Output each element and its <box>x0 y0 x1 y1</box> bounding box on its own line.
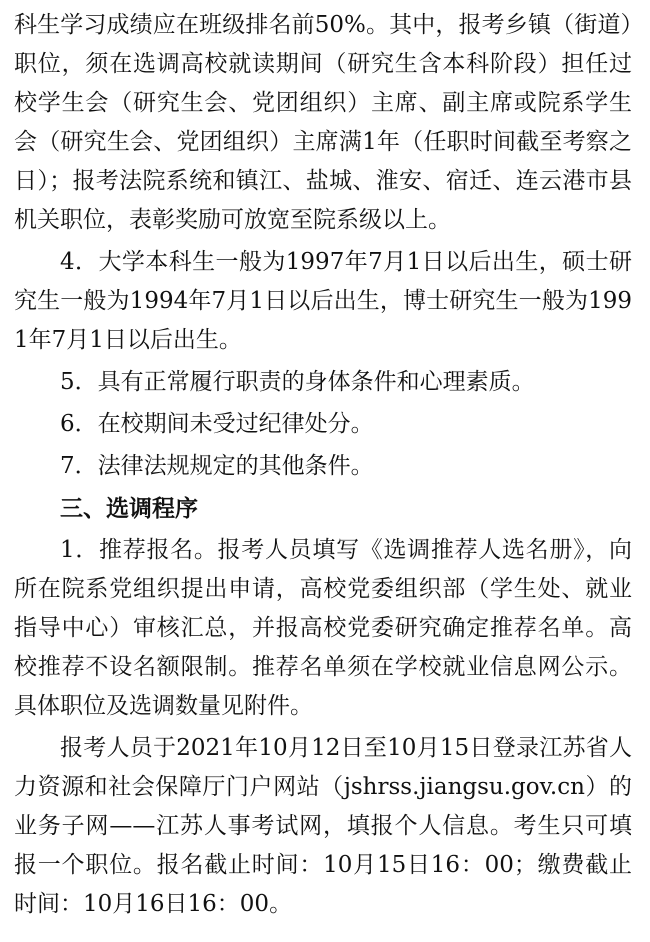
paragraph-item-6-discipline: 6．在校期间未受过纪律处分。 <box>60 411 374 437</box>
paragraph-registration: 报考人员于2021年10月12日至10月15日登录江苏省人力资源和社会保障厅门户网站（jshrss.jiangsu.gov.cn）的业务子网——江苏人事考试网，填报个人信息。考生只可填报一个职位。报名截止时间：10月15日16：00；缴费截止时间：10月16日16：00。 <box>14 735 632 917</box>
paragraph-eligibility-continued: 科生学习成绩应在班级排名前50%。其中，报考乡镇（街道）职位，须在选调高校就读期间（研究生含本科阶段）担任过校学生会（研究生会、党团组织）主席、副主席或院系学生会（研究生会、党团组织）主席满1年（任职时间截至考察之日）；报考法院系统和镇江、盐城、淮安、宿迁、连云港市县机关职位，表彰奖励可放宽至院系级以上。 <box>14 12 632 233</box>
paragraph-procedure-1: 1．推荐报名。报考人员填写《选调推荐人选名册》，向所在院系党组织提出申请，高校党委组织部（学生处、就业指导中心）审核汇总，并报高校党委研究确定推荐名单。高校推荐不设名额限制。推荐名单须在学校就业信息网公示。具体职位及选调数量见附件。 <box>14 537 632 719</box>
paragraph-item-7-other: 7．法律法规规定的其他条件。 <box>60 453 374 479</box>
paragraph-item-5-health: 5．具有正常履行职责的身体条件和心理素质。 <box>60 369 535 395</box>
section-heading: 三、选调程序 <box>60 495 198 522</box>
paragraph-item-4-age: 4．大学本科生一般为1997年7月1日以后出生，硕士研究生一般为1994年7月1日以后出生，博士研究生一般为1991年7月1日以后出生。 <box>14 249 632 353</box>
